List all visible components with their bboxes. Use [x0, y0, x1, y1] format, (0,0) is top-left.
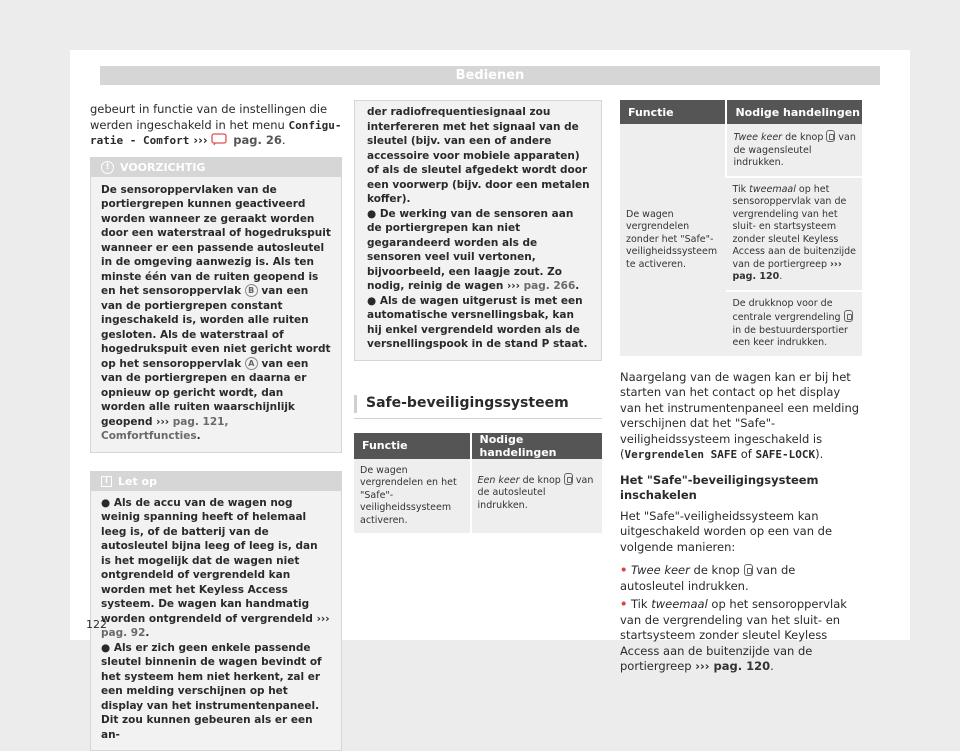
- column-right: [620, 100, 862, 675]
- note-header: [91, 472, 341, 491]
- info-icon: i: [101, 476, 112, 487]
- display-paragraph: Naargelang van de wagen kan er bij het starten van het contact op het display van het instrumentenpaneel een melding verschijnen dat het "Safe"-veiligheidssysteem ingeschakeld is (Vergrendelen SAFE of SAFE-LOCK).: [620, 370, 862, 463]
- column-left: [90, 102, 342, 751]
- lock-icon: [844, 310, 853, 322]
- list-item: • Tik tweemaal op het sensoroppervlak van de vergrendeling van het sluit- en startsysteem zonder sleutel Keyless Access aan de buitenzijde van de portiergreep ››› pag. 120.: [620, 597, 862, 675]
- warning-body: De sensoroppervlaken van de portiergrepen kunnen geactiveerd worden wanneer ze geraakt worden door een waterstraal of hogedrukspuit wanneer er een passende autosleutel in de omgeving aanwezig is. Als ten minste één van de ruiten geopend is en het sensoroppervlak B van een van de portiergrepen constant ingeschakeld is, worden alle ruiten gesloten. Als de waterstraal of hogedrukspuit even niet gericht wordt op het sensoroppervlak A van een van de portiergrepen en daarna er opnieuw op gericht wordt, dan worden alle ruiten waarschijnlijk geopend ››› pag. 121, Comfortfuncties.: [91, 177, 341, 452]
- page-link-26[interactable]: pag. 26: [229, 133, 282, 147]
- function-table-2: [620, 100, 862, 356]
- col-header-actions: Nodige handelingen: [726, 100, 862, 124]
- section-title: Safe-beveiligingssysteem: [354, 395, 602, 411]
- cell-action: De drukknop voor de centrale vergrendeling in de bestuurdersportier een keer indrukken.: [726, 291, 862, 356]
- warning-icon: !: [101, 161, 114, 174]
- cell-function: De wagen vergrendelen en het "Safe"-veiligheidssysteem activeren.: [354, 459, 471, 534]
- figure-ref-icon: [211, 133, 229, 145]
- section-header: Bedienen: [100, 66, 880, 85]
- body-paragraph: Het "Safe"-veiligheidssysteem kan uitgeschakeld worden op een van de volgende manieren:: [620, 509, 862, 556]
- col-header-function: Functie: [354, 433, 471, 459]
- page-link-266[interactable]: pag. 266: [520, 280, 575, 292]
- page-link-120[interactable]: pag. 120: [732, 271, 779, 282]
- note-bullet: ● Als de wagen uitgerust is met een automatische versnellingsbak, kan hij enkel vergrendeld worden als de versnellingspook in de stand P staat.: [367, 294, 591, 352]
- warning-box: [90, 157, 342, 453]
- cell-action: Twee keer de knop van de wagensleutel indrukken.: [726, 124, 862, 177]
- page-link-121[interactable]: pag. 121, Comfortfuncties: [101, 416, 228, 443]
- label-a-badge: A: [245, 357, 258, 370]
- note-continuation-box: der radiofrequentiesignaal zou interfereren met het signaal van de sleutel (bijv. van een of andere accessoire voor mobiele apparaten) of als de sleutel afgedekt wordt door een voorwerp (bijv. door een metalen koffer). ● De werking van de sensoren aan de portiergrepen kan niet gegarandeerd worden als de sensoren veel vuil vertonen, bijvoorbeeld, een laagje zout. Zo nodig, reinig de wagen ››› pag. 266. ● Als de wagen uitgerust is met een automatische versnellingsbak, kan hij enkel vergrendeld worden als de versnellingspook in de stand P staat.: [354, 100, 602, 361]
- page-link-120[interactable]: pag. 120: [709, 659, 770, 673]
- subsection-heading: Het "Safe"-beveiligingsysteem inschakelen: [620, 473, 862, 503]
- table-row: [620, 124, 862, 177]
- warning-title: VOORZICHTIG: [120, 158, 205, 177]
- lock-key-icon: [744, 564, 753, 576]
- note-bullet: ● Als de accu van de wagen nog weinig spanning heeft of helemaal leeg is, of de batterij van de autosleutel bijna leeg of leeg is, dan is het mogelijk dat de wagen niet ontgrendeld of vergrendeld kan worden met het Keyless Access systeem. De wagen kan handmatig worden ontgrendeld of vergrendeld ››› pag. 92.: [101, 496, 331, 641]
- col-header-function: Functie: [620, 100, 726, 124]
- lock-key-icon: [826, 130, 835, 142]
- label-b-badge: B: [245, 284, 258, 297]
- list-item: • Twee keer de knop van de autosleutel indrukken.: [620, 563, 862, 594]
- cell-action: Tik tweemaal op het sensoroppervlak van de vergrendeling van het sluit- en startsysteem zonder sleutel Keyless Access aan de buitenzijde van de portiergreep ››› pag. 120.: [726, 177, 862, 291]
- intro-text: gebeurt in functie van de instellingen die werden ingeschakeld in het menu: [90, 102, 327, 132]
- column-middle: [354, 100, 602, 533]
- cell-function: De wagen vergrendelen zonder het "Safe"-veiligheidssysteem te activeren.: [620, 124, 726, 356]
- intro-paragraph: gebeurt in functie van de instellingen die werden ingeschakeld in het menu Configu-ratie - Comfort ››› pag. 26.: [90, 102, 342, 149]
- note-body: [91, 491, 341, 751]
- menu-path: Configu-ratie - Comfort: [90, 119, 341, 148]
- manual-page: [70, 50, 910, 640]
- function-table: [354, 433, 602, 534]
- note-box: [90, 471, 342, 751]
- note-title: Let op: [118, 472, 157, 491]
- page-link-92[interactable]: pag. 92: [101, 627, 145, 639]
- warning-header: [91, 158, 341, 177]
- note-bullet: ● De werking van de sensoren aan de portiergrepen kan niet gegarandeerd worden als de sensoren veel vuil vertonen, bijvoorbeeld, een laagje zout. Zo nodig, reinig de wagen ››› pag. 266.: [367, 207, 591, 294]
- note-bullet: ● Als er zich geen enkele passende sleutel binnenin de wagen bevindt of het systeem hem niet herkent, zal er een melding verschijnen op het display van het instrumentenpaneel. Dit zou kunnen gebeuren als er een an-: [101, 641, 331, 743]
- lock-key-icon: [564, 473, 573, 485]
- table-row: [354, 459, 602, 534]
- page-number: 122: [86, 618, 107, 631]
- ref-arrow: ›››: [189, 133, 207, 147]
- cell-action: Een keer de knop van de autosleutel indrukken.: [471, 459, 602, 534]
- col-header-actions: Nodige handelingen: [471, 433, 602, 459]
